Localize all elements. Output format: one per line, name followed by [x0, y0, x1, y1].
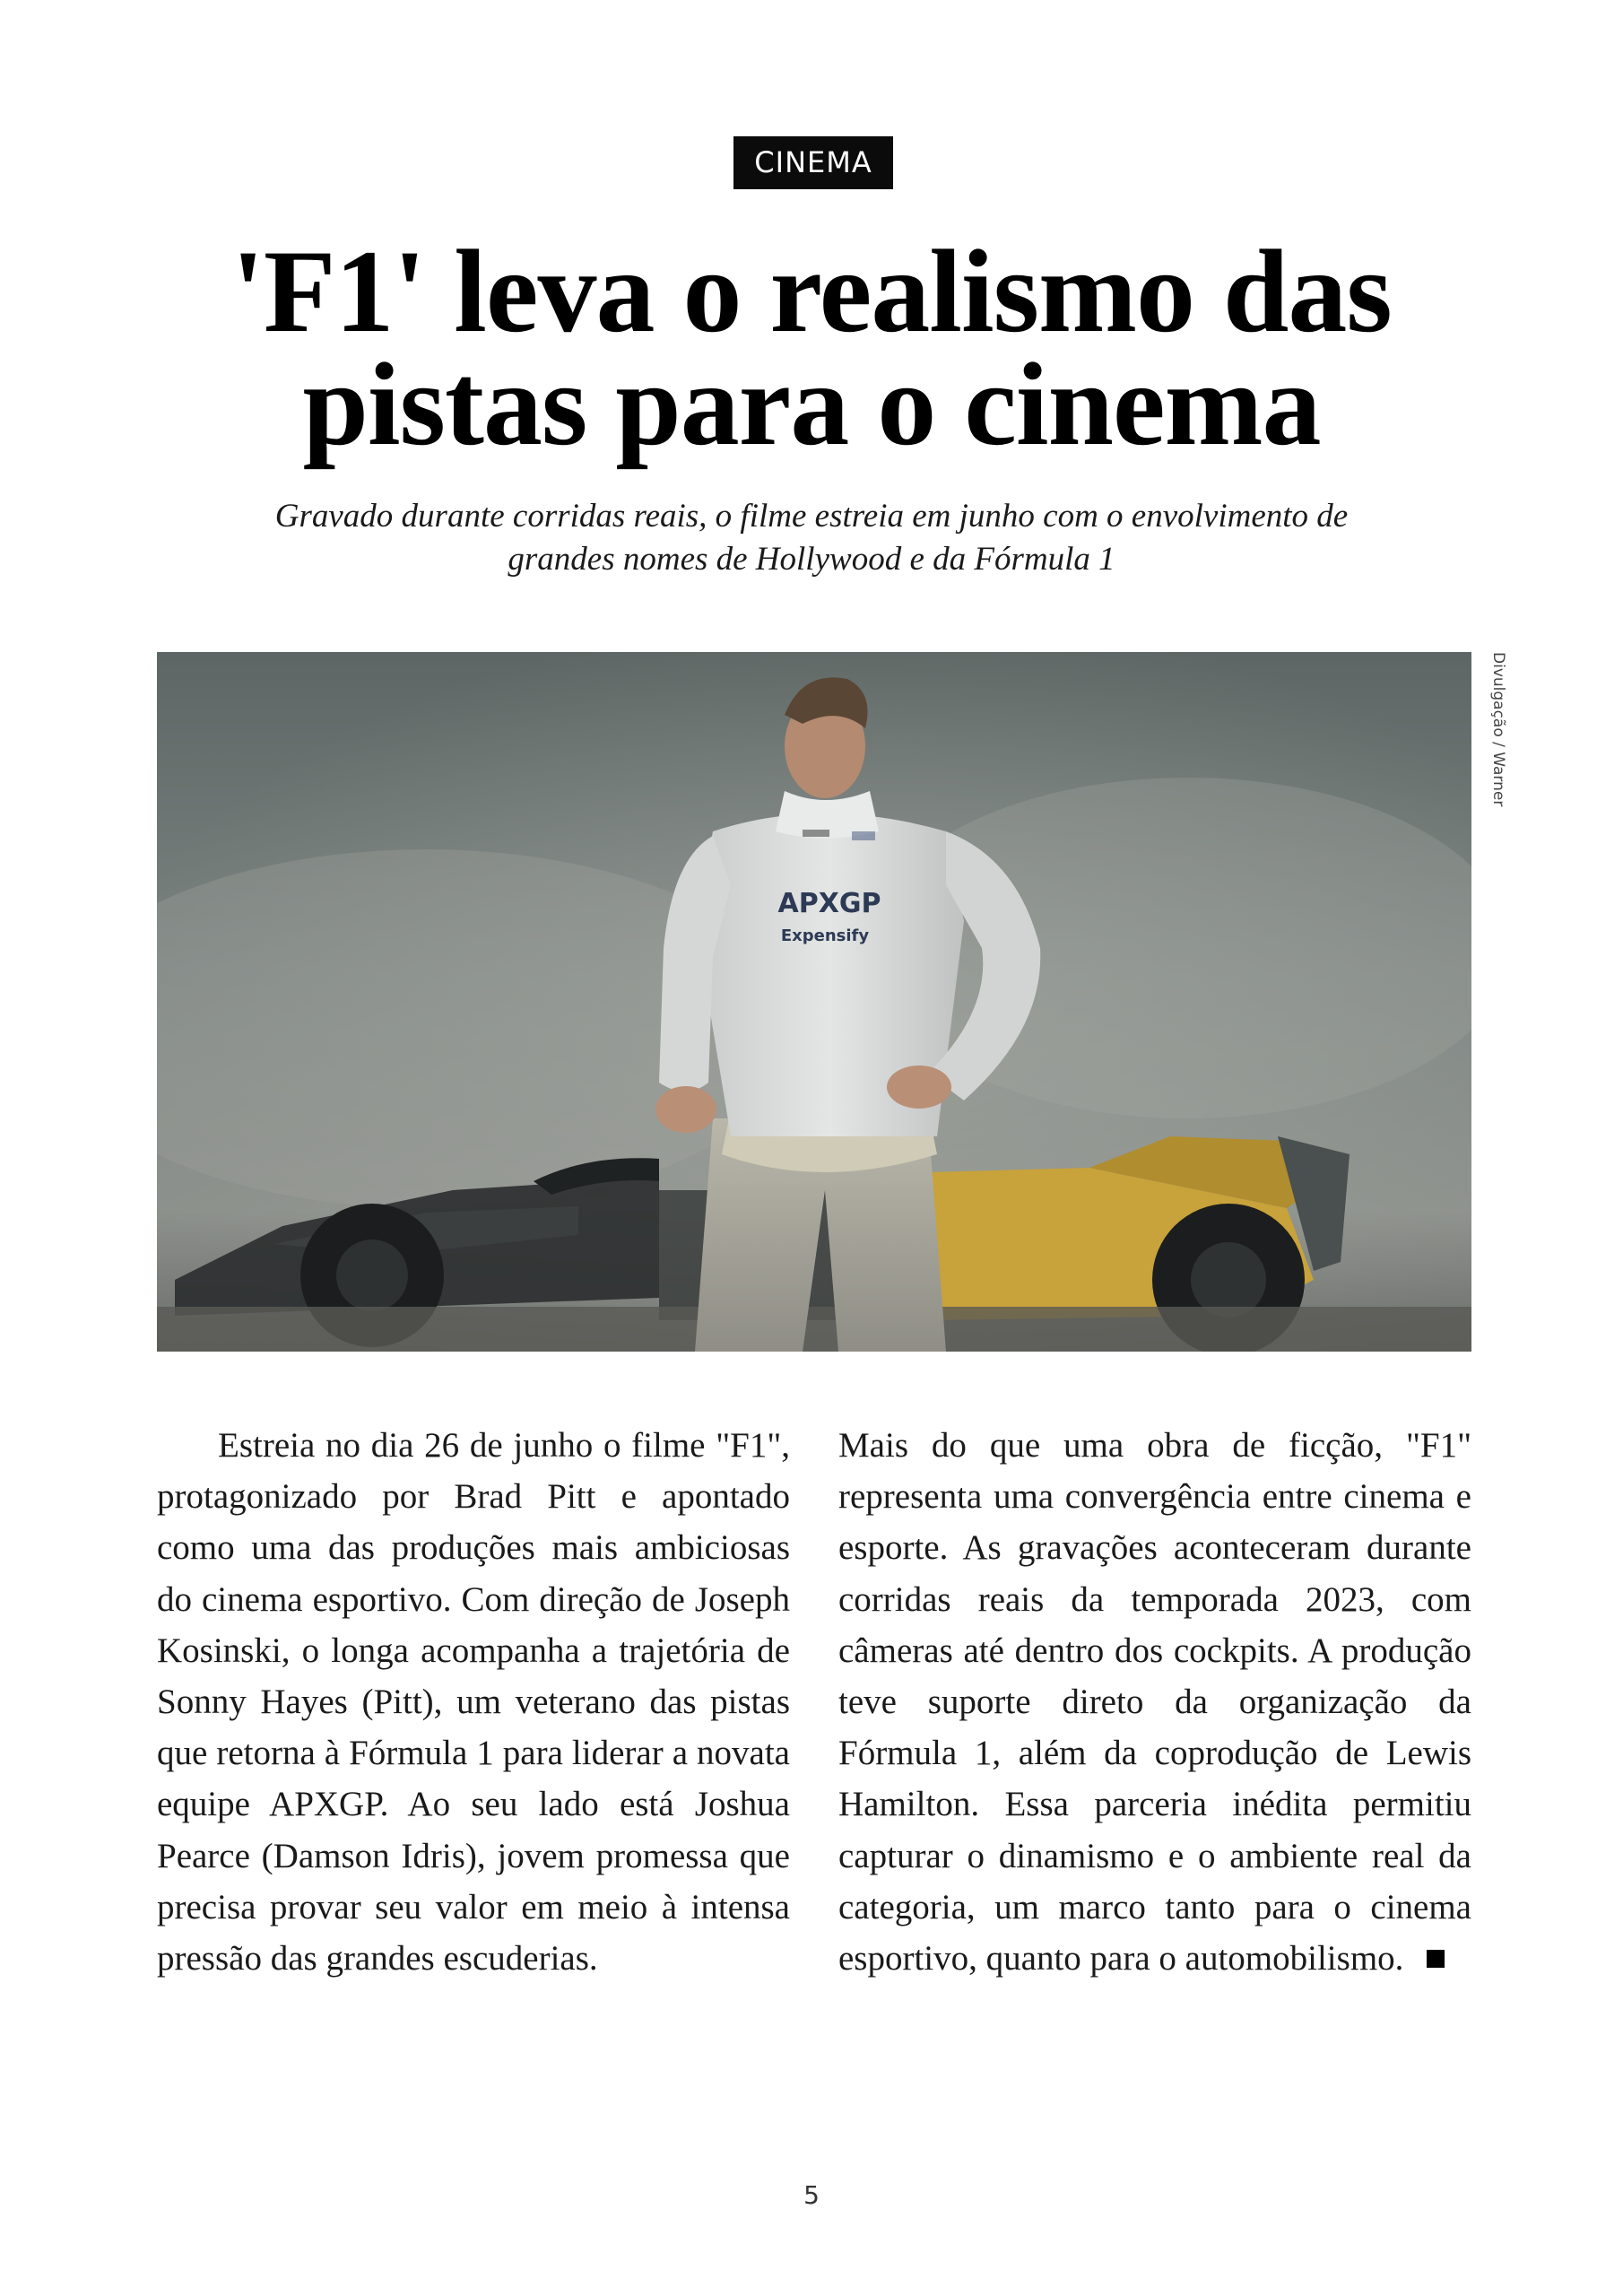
page-number: 5 — [803, 2180, 820, 2210]
body-column-right — [838, 1420, 1471, 1984]
section-tag: CINEMA — [733, 136, 893, 189]
article-headline: 'F1' leva o realismo das pistas para o cinema — [231, 225, 1392, 470]
body-column-right-text: Mais do que uma obra de ficção, "F1" representa uma convergência entre cinema e esporte. As gravações aconteceram durante corridas reais da temporada 2023, com câmeras até dentro dos cockpits. A produção teve suporte direto da organização da Fórmula 1, além da coprodução de Lewis Hamilton. Essa parceria inédita permitiu capturar o dinamismo e o ambiente real da categoria, um marco tanto para o cinema esportivo, quanto para o automobilismo. — [838, 1426, 1471, 1979]
body-column-left: Estreia no dia 26 de junho o filme "F1", protagonizado por Brad Pitt e apontado como uma das produções mais ambiciosas do cinema esportivo. Com direção de Joseph Kosinski, o longa acompanha a trajetória de Sonny Hayes (Pitt), um veterano das pistas que retorna à Fórmula 1 para liderar a novata equipe APXGP. Ao seu lado está Joshua Pearce (Damson Idris), jovem promessa que precisa provar seu valor em meio à intensa pressão das grandes escuderias. — [157, 1426, 790, 1979]
article-deck: Gravado durante corridas reais, o filme estreia em junho com o envolvimento de grandes nomes de Hollywood e da Fórmula 1 — [274, 498, 1349, 578]
suit-sponsor: Expensify — [780, 926, 870, 945]
suit-logo: APXGP — [777, 888, 881, 919]
photo-credit: Divulgação / Warner — [1489, 652, 1507, 807]
end-of-article-mark — [1427, 1950, 1445, 1968]
hero-photo — [157, 652, 1471, 1352]
